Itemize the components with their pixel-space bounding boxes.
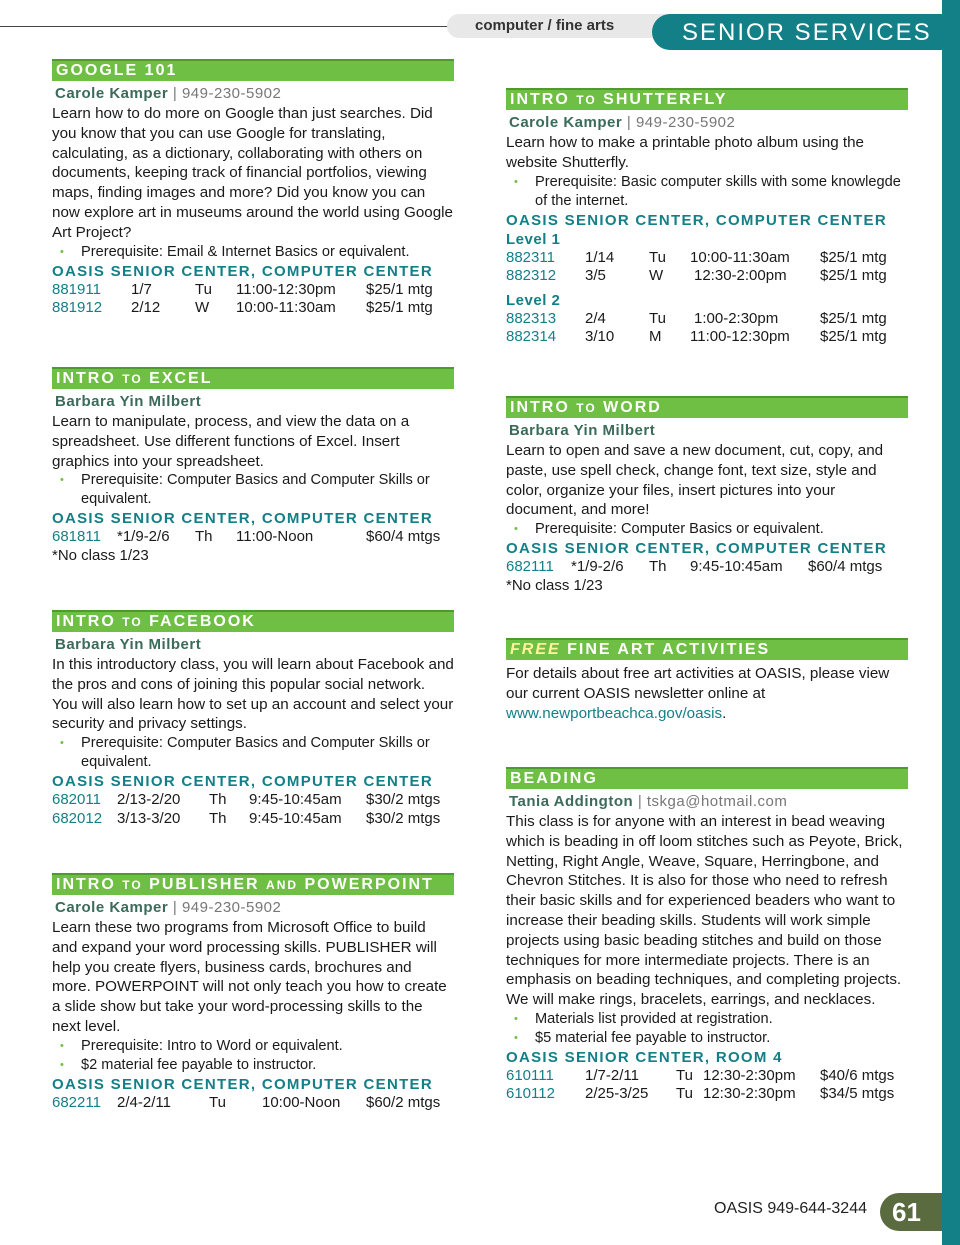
time: 12:30-2:30pm xyxy=(703,1066,796,1084)
day: Th xyxy=(209,809,227,827)
title-text: PUBLISHER xyxy=(149,876,260,893)
fee: $30/2 mtgs xyxy=(366,809,441,827)
title-text: FINE ART ACTIVITIES xyxy=(567,641,771,658)
course-description: This class is for anyone with an interest in bead weaving which is beading in off loom stitches such as Peyote, Brick, Netting, Right Angle, Weave, Square, Herringbone, and Chevron Stitches. It is also for those who need to refresh their basic skills and for experienced beaders who want to increase their beading skills. Students will work simple projects using basic beading stitches and build on those techniques for more intermediate projects. There is an emphasis on beading techniques, and completing projects. We will make rings, bracelets, earrings, and necklaces. xyxy=(506,813,903,1009)
day: Th xyxy=(209,791,227,809)
course-intro-publisher-powerpoint xyxy=(52,873,454,1112)
schedule-row xyxy=(506,267,908,286)
course-code[interactable]: 610111 xyxy=(506,1066,554,1084)
title-text: GOOGLE 101 xyxy=(56,62,178,79)
bullet-item: • Materials list provided at registration. xyxy=(506,1010,908,1029)
course-beading xyxy=(506,767,908,1104)
schedule-row xyxy=(506,1085,908,1104)
location: OASIS SENIOR CENTER, COMPUTER CENTER xyxy=(506,211,887,229)
separator: | xyxy=(168,899,182,916)
location: OASIS SENIOR CENTER, COMPUTER CENTER xyxy=(52,262,433,280)
title-text: WORD xyxy=(603,399,662,416)
course-title xyxy=(52,367,454,389)
time: 10:00-Noon xyxy=(262,1093,341,1111)
course-code[interactable]: 881911 xyxy=(52,280,101,298)
schedule-row xyxy=(506,249,908,268)
instructor-line xyxy=(55,899,454,916)
bullet-item: • Prerequisite: Basic computer skills with some knowlegde of the internet. xyxy=(506,173,908,211)
time: 12:30-2:00pm xyxy=(694,267,787,285)
instructor-name: Carole Kamper xyxy=(55,899,169,916)
title-text: INTRO xyxy=(510,399,570,416)
day: W xyxy=(195,299,210,317)
title-text: FREE xyxy=(510,641,561,658)
fee: $60/4 mtgs xyxy=(366,528,441,546)
level-label: Level 1 xyxy=(506,230,561,248)
dates: 3/13-3/20 xyxy=(117,809,181,827)
course-google-101 xyxy=(52,59,454,318)
fee: $25/1 mtg xyxy=(366,299,433,317)
separator: | xyxy=(168,85,182,102)
dates: 1/7-2/11 xyxy=(585,1066,639,1084)
time: 9:45-10:45am xyxy=(249,809,342,827)
bullet-list xyxy=(52,1037,454,1075)
class-note: *No class 1/23 xyxy=(506,576,603,594)
location: OASIS SENIOR CENTER, COMPUTER CENTER xyxy=(506,540,887,558)
page-number: 61 xyxy=(880,1193,942,1231)
bullet-list xyxy=(506,1010,908,1048)
period: . xyxy=(722,704,727,722)
title-text: AND xyxy=(266,878,299,892)
course-description xyxy=(506,664,908,723)
instructor-phone: 949-230-5902 xyxy=(635,114,736,131)
bullet-list xyxy=(52,243,454,262)
free-fine-art-activities xyxy=(506,638,908,723)
instructor-line xyxy=(55,393,454,410)
day: Tu xyxy=(195,280,212,298)
fee: $25/1 mtg xyxy=(366,280,433,298)
location: OASIS SENIOR CENTER, ROOM 4 xyxy=(506,1048,783,1066)
fee: $25/1 mtg xyxy=(820,267,887,285)
title-text: TO xyxy=(122,615,143,629)
time: 9:45-10:45am xyxy=(690,558,783,576)
bullet-list xyxy=(52,734,454,772)
dates: 1/14 xyxy=(585,248,615,266)
time: 1:00-2:30pm xyxy=(694,309,779,327)
time: 9:45-10:45am xyxy=(249,791,342,809)
fee: $25/1 mtg xyxy=(820,248,887,266)
schedule-row xyxy=(506,1067,908,1086)
bullet-item: • Prerequisite: Computer Basics and Computer Skills or equivalent. xyxy=(52,471,454,509)
course-code[interactable]: 882314 xyxy=(506,328,557,346)
course-title xyxy=(52,610,454,632)
dates: 2/13-2/20 xyxy=(117,791,181,809)
course-description: Learn these two programs from Microsoft Office to build and expand your word processing skills. PUBLISHER will help you create flyers, business cards, brochures and more. POWERPOINT will not only teach you how to create a slide show but take your word-processing skills to the next level. xyxy=(52,919,447,1035)
fee: $60/4 mtgs xyxy=(808,558,883,576)
course-title xyxy=(506,767,908,789)
title-text: EXCEL xyxy=(149,370,213,387)
course-description: Learn to open and save a new document, cut, copy, and paste, use spell check, change font, text size, style and color, organize your files, insert pictures into your document, and more! xyxy=(506,442,884,519)
schedule-row xyxy=(52,528,454,547)
schedule-row xyxy=(52,1094,454,1113)
course-description: Learn how to make a printable photo album using the website Shutterfly. xyxy=(506,134,864,171)
course-code[interactable]: 610112 xyxy=(506,1085,555,1103)
instructor-name: Tania Addington xyxy=(509,793,634,810)
title-text: POWERPOINT xyxy=(304,876,434,893)
separator: | xyxy=(633,793,647,810)
time: 11:00-12:30pm xyxy=(690,328,790,346)
day: Tu xyxy=(649,248,666,266)
instructor-line xyxy=(55,85,454,102)
oasis-newsletter-link[interactable]: www.newportbeachca.gov/oasis xyxy=(506,704,723,722)
time: 12:30-2:30pm xyxy=(703,1085,796,1103)
title-text: FACEBOOK xyxy=(149,613,256,630)
instructor-name: Barbara Yin Milbert xyxy=(55,636,202,653)
course-code[interactable]: 682011 xyxy=(52,791,101,809)
fee: $25/1 mtg xyxy=(820,328,887,346)
course-code[interactable]: 882311 xyxy=(506,248,555,266)
fee: $25/1 mtg xyxy=(820,309,887,327)
course-title xyxy=(52,59,454,81)
course-code[interactable]: 682211 xyxy=(52,1093,101,1111)
day: Tu xyxy=(209,1093,226,1111)
description-text: For details about free art activities at OASIS, please view our current OASIS newsletter online at xyxy=(506,665,890,702)
schedule-row xyxy=(506,328,908,347)
schedule-row xyxy=(52,791,454,810)
course-description: Learn how to do more on Google than just searches. Did you know that you can use Google for translating, calculating, as a dictionary, collaborating with others on documents, keeping track of financial portfolios, viewing maps, finding images and more? Did you know you can now explore art in museums around the world using Google Art Project? xyxy=(52,105,454,241)
side-stripe xyxy=(942,0,960,1245)
title-text: TO xyxy=(576,93,597,107)
bullet-item: • Prerequisite: Computer Basics and Computer Skills or equivalent. xyxy=(52,734,454,772)
fee: $30/2 mtgs xyxy=(366,791,441,809)
schedule-row xyxy=(52,810,454,829)
dates: 2/12 xyxy=(131,299,161,317)
location: OASIS SENIOR CENTER, COMPUTER CENTER xyxy=(52,510,433,528)
title-text: SHUTTERFLY xyxy=(603,91,728,108)
title-text: INTRO xyxy=(510,91,570,108)
time: 10:00-11:30am xyxy=(690,248,790,266)
instructor-name: Carole Kamper xyxy=(509,114,623,131)
instructor-line xyxy=(509,114,908,131)
instructor-email: tskga@hotmail.com xyxy=(646,793,788,810)
title-text: TO xyxy=(122,878,143,892)
dates: 1/7 xyxy=(131,280,152,298)
bullet-list xyxy=(506,173,908,211)
course-description: In this introductory class, you will learn about Facebook and the pros and cons of joining this popular social network. You will also learn how to set up an account and select your security and privacy settings. xyxy=(52,656,454,733)
title-text: TO xyxy=(576,401,597,415)
location: OASIS SENIOR CENTER, COMPUTER CENTER xyxy=(52,1075,433,1093)
course-intro-word xyxy=(506,396,908,595)
bullet-item: • $2 material fee payable to instructor. xyxy=(52,1056,454,1075)
course-intro-facebook xyxy=(52,610,454,828)
instructor-line xyxy=(509,422,908,439)
course-code[interactable]: 882312 xyxy=(506,267,557,285)
course-title xyxy=(52,873,454,895)
day: Tu xyxy=(676,1085,693,1103)
dates: 3/5 xyxy=(585,267,606,285)
time: 10:00-11:30am xyxy=(236,299,336,317)
title-text: INTRO xyxy=(56,876,116,893)
course-title xyxy=(506,88,908,110)
bullet-list xyxy=(506,520,908,539)
dates: 2/25-3/25 xyxy=(585,1085,649,1103)
title-text: INTRO xyxy=(56,613,116,630)
schedule-row xyxy=(506,558,908,577)
instructor-line xyxy=(509,793,908,810)
course-code[interactable]: 681811 xyxy=(52,528,101,546)
day: Tu xyxy=(649,309,666,327)
course-code[interactable]: 882313 xyxy=(506,309,557,327)
fee: $34/5 mtgs xyxy=(820,1085,895,1103)
instructor-name: Barbara Yin Milbert xyxy=(55,393,202,410)
day: M xyxy=(649,328,662,346)
time: 11:00-12:30pm xyxy=(236,280,336,298)
title-text: TO xyxy=(122,372,143,386)
course-code[interactable]: 682111 xyxy=(506,558,554,576)
course-code[interactable]: 682012 xyxy=(52,809,103,827)
separator: | xyxy=(622,114,636,131)
section-banner: SENIOR SERVICES xyxy=(652,14,960,50)
course-code[interactable]: 881912 xyxy=(52,299,103,317)
header-rule xyxy=(0,26,450,27)
title-text: INTRO xyxy=(56,370,116,387)
fee: $40/6 mtgs xyxy=(820,1066,895,1084)
dates: *1/9-2/6 xyxy=(571,558,624,576)
instructor-phone: 949-230-5902 xyxy=(181,85,282,102)
dates: 3/10 xyxy=(585,328,615,346)
course-intro-shutterfly xyxy=(506,88,908,347)
breadcrumb: computer / fine arts xyxy=(447,14,677,38)
instructor-line xyxy=(55,636,454,653)
instructor-name: Barbara Yin Milbert xyxy=(509,422,656,439)
day: Th xyxy=(649,558,667,576)
schedule-row xyxy=(52,299,454,318)
schedule-row xyxy=(52,281,454,300)
bullet-list xyxy=(52,471,454,509)
schedule-row xyxy=(506,310,908,329)
instructor-name: Carole Kamper xyxy=(55,85,169,102)
time: 11:00-Noon xyxy=(236,528,314,546)
day: W xyxy=(649,267,664,285)
course-description: Learn to manipulate, process, and view the data on a spreadsheet. Use different functions of Excel. Insert graphics into your spreadsheet. xyxy=(52,413,410,470)
location: OASIS SENIOR CENTER, COMPUTER CENTER xyxy=(52,773,433,791)
bullet-item: • Prerequisite: Computer Basics or equivalent. xyxy=(506,520,908,539)
course-intro-excel xyxy=(52,367,454,565)
course-title xyxy=(506,396,908,418)
class-note: *No class 1/23 xyxy=(52,546,149,564)
dates: *1/9-2/6 xyxy=(117,528,170,546)
title-text: BEADING xyxy=(510,770,598,787)
instructor-phone: 949-230-5902 xyxy=(181,899,282,916)
dates: 2/4-2/11 xyxy=(117,1093,171,1111)
level-label: Level 2 xyxy=(506,291,561,309)
bullet-item: • Prerequisite: Intro to Word or equivalent. xyxy=(52,1037,454,1056)
day: Tu xyxy=(676,1066,693,1084)
bullet-item: • Prerequisite: Email & Internet Basics or equivalent. xyxy=(52,243,454,262)
day: Th xyxy=(195,528,213,546)
course-title xyxy=(506,638,908,660)
footer-contact: OASIS 949-644-3244 xyxy=(714,1200,867,1217)
fee: $60/2 mtgs xyxy=(366,1093,441,1111)
dates: 2/4 xyxy=(585,309,606,327)
bullet-item: • $5 material fee payable to instructor. xyxy=(506,1029,908,1048)
